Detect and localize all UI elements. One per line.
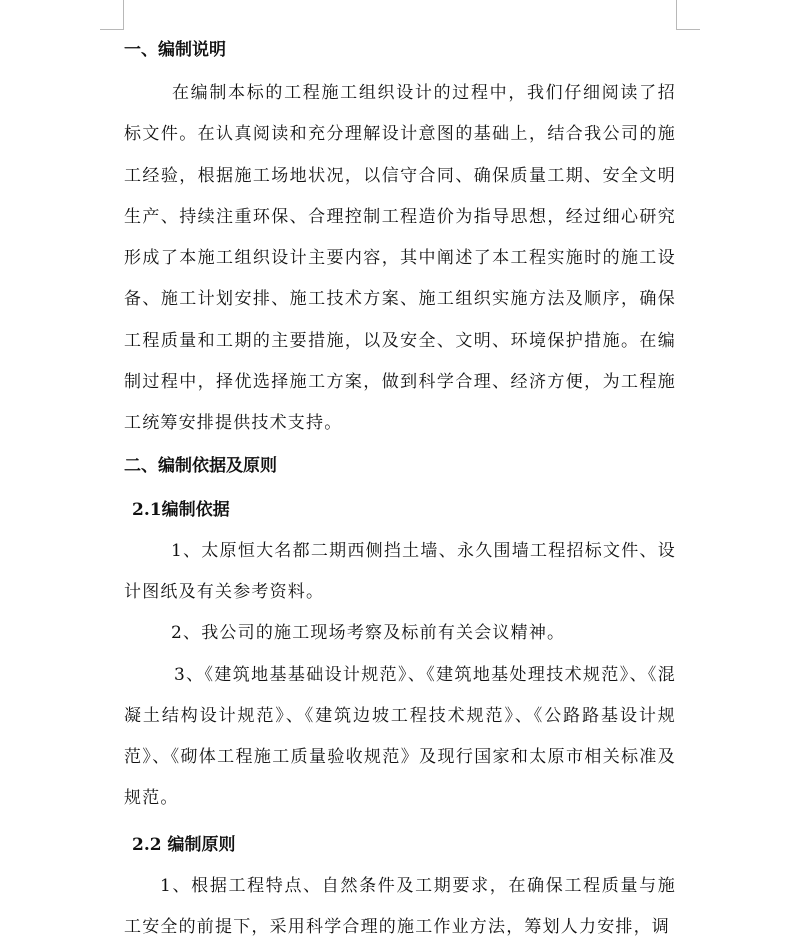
section-heading-preparation-notes: 一、编制说明 [124,40,226,60]
basis-item-1: 1、太原恒大名都二期西侧挡土墙、永久围墙工程招标文件、设计图纸及有关参考资料。 [124,540,676,602]
crop-mark-top-left [100,0,124,30]
crop-mark-top-right [676,0,700,30]
basis-item-3: 3、《建筑地基基础设计规范》、《建筑地基处理技术规范》、《混凝土结构设计规范》、《建筑边坡工程技术规范》、《公路路基设计规范》、《砌体工程施工质量验收规范》及现行国家和太原市相关标准及规范。 [124,664,676,809]
paragraph-preparation-notes: 在编制本标的工程施工组织设计的过程中，我们仔细阅读了招标文件。在认真阅读和充分理解设计意图的基础上，结合我公司的施工经验，根据施工场地状况，以信守合同、确保质量工期、安全文明生产、持续注重环保、合理控制工程造价为指导思想，经过细心研究形成了本施工组织设计主要内容，其中阐述了本工程实施时的施工设备、施工计划安排、施工技术方案、施工组织实施方法及顺序，确保工程质量和工期的主要措施，以及安全、文明、环境保护措施。在编制过程中，择优选择施工方案，做到科学合理、经济方便，为工程施工统筹安排提供技术支持。 [124,83,676,434]
principle-item-1: 1、根据工程特点、自然条件及工期要求，在确保工程质量与施工安全的前提下，采用科学合理的施工作业方法，筹划人力安排，调 [124,875,676,938]
subheading-preparation-principles: 2.2 编制原则 [132,834,236,855]
document-body[interactable] [124,31,676,948]
section-heading-basis-and-principles: 二、编制依据及原则 [124,455,277,476]
subheading-preparation-basis: 2.1编制依据 [132,499,230,520]
basis-item-2: 2、我公司的施工现场考察及标前有关会议精神。 [171,623,566,644]
